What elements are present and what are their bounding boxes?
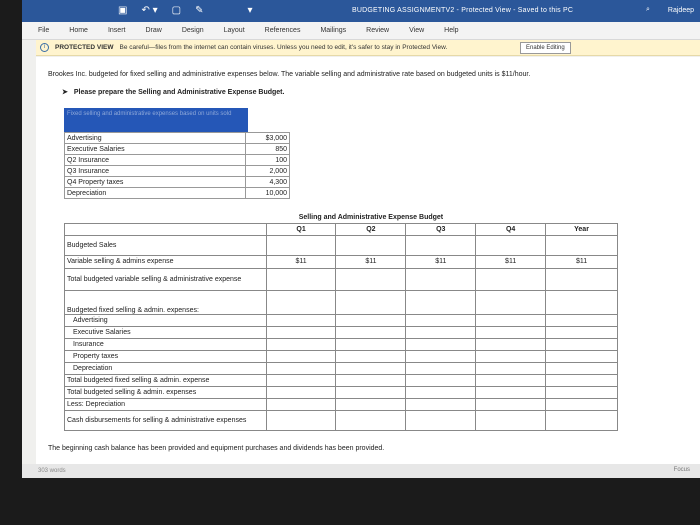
- quick-access-toolbar: [118, 5, 253, 16]
- status-bar: [22, 464, 700, 478]
- table-row: Depreciation: [65, 362, 618, 374]
- tab-help[interactable]: Help: [444, 27, 459, 34]
- table-row: Variable selling & admins expense $11 $11 $11 $11 $11: [65, 255, 618, 268]
- tab-design[interactable]: Design: [181, 27, 204, 34]
- budget-title: Selling and Administrative Expense Budget: [298, 214, 444, 222]
- title-bar: [22, 0, 700, 22]
- protected-view-label: PROTECTED VIEW: [55, 44, 114, 51]
- table-row: Insurance: [65, 338, 618, 350]
- budget-table: [64, 213, 618, 431]
- table-row: Property taxes: [65, 350, 618, 362]
- tab-layout[interactable]: Layout: [223, 27, 245, 34]
- intro-text: Brookes Inc. budgeted for fixed selling and administrative expenses below. The variable selling and administrative rate based on budgeted units is $11/hour.: [48, 71, 531, 78]
- table-row: Budgeted Sales: [65, 235, 618, 255]
- protected-view-message: Be careful—files from the internet can contain viruses. Unless you need to edit, it's safer to stay in Protected View.: [119, 44, 448, 51]
- table-row: Advertising: [65, 314, 618, 326]
- word-window: [22, 0, 700, 478]
- task-prompt: ➤ Please prepare the Selling and Administrative Expense Budget.: [62, 89, 285, 96]
- user-name[interactable]: Rajdeep: [667, 6, 694, 14]
- table-row: Less: Depreciation: [65, 398, 618, 410]
- draw-icon[interactable]: ✎: [195, 5, 204, 16]
- fixed-expenses-table: [64, 132, 290, 199]
- ribbon-tabs: [22, 22, 700, 40]
- protected-view-bar: [36, 40, 700, 56]
- new-doc-icon[interactable]: ▢: [171, 5, 182, 16]
- footer-note: The beginning cash balance has been provided and equipment purchases and dividends has been provided.: [48, 445, 385, 452]
- undo-icon[interactable]: ↶ ▾: [141, 5, 158, 16]
- column-headers: Q1 Q2 Q3 Q4 Year: [65, 223, 618, 235]
- save-icon[interactable]: ▣: [118, 5, 128, 16]
- tab-view[interactable]: View: [409, 27, 425, 34]
- table-row: Q2 Insurance 100: [65, 155, 290, 166]
- tab-mailings[interactable]: Mailings: [320, 27, 347, 34]
- table-row: Q3 Insurance 2,000: [65, 166, 290, 177]
- table-row: Advertising $3,000: [65, 133, 290, 144]
- table-row: Q4 Property taxes 4,300: [65, 177, 290, 188]
- table-row: Executive Salaries 850: [65, 144, 290, 155]
- tab-references[interactable]: References: [264, 27, 301, 34]
- search-icon[interactable]: ⌕: [646, 6, 650, 13]
- bullet-arrow-icon: ➤: [62, 89, 68, 96]
- info-icon: i: [40, 43, 49, 52]
- tab-file[interactable]: File: [38, 27, 50, 34]
- tab-review[interactable]: Review: [366, 27, 390, 34]
- focus-mode-button[interactable]: Focus: [673, 467, 690, 473]
- tab-home[interactable]: Home: [69, 27, 88, 34]
- table-row: Total budgeted selling & admin. expenses: [65, 386, 618, 398]
- customize-icon[interactable]: ▾: [247, 5, 253, 16]
- table-row: Depreciation 10,000: [65, 188, 290, 199]
- tab-draw[interactable]: Draw: [145, 27, 162, 34]
- enable-editing-button[interactable]: Enable Editing: [520, 42, 571, 54]
- table-row: Cash disbursements for selling & administrative expenses: [65, 410, 618, 430]
- table-row: Executive Salaries: [65, 326, 618, 338]
- tab-insert[interactable]: Insert: [107, 27, 126, 34]
- document-page[interactable]: [36, 57, 700, 464]
- document-title: BUDGETING ASSIGNMENTV2 - Protected View - Saved to this PC: [352, 7, 574, 14]
- table-row: Budgeted fixed selling & admin. expenses:: [65, 290, 618, 314]
- fixed-expenses-header: Fixed selling and administrative expenses based on units sold: [64, 108, 248, 132]
- word-count[interactable]: 303 words: [38, 468, 66, 474]
- table-row: Total budgeted variable selling & administrative expense: [65, 268, 618, 290]
- table-row: Total budgeted fixed selling & admin. expense: [65, 374, 618, 386]
